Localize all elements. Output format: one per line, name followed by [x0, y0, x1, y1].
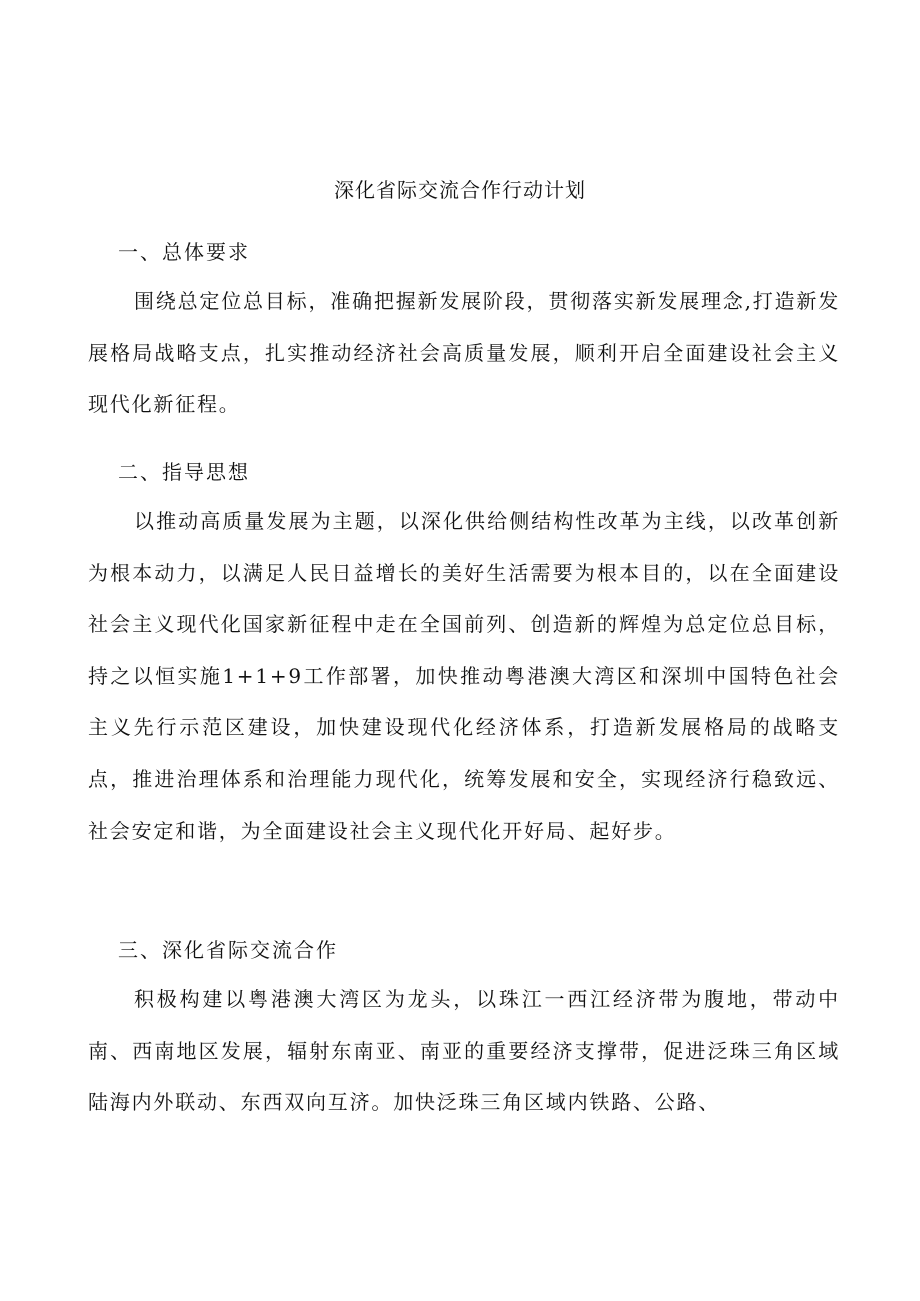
document-title: 深化省际交流合作行动计划: [334, 178, 586, 202]
section-paragraph-interprovincial-cooperation: 积极构建以粤港澳大湾区为龙头，以珠江一西江经济带为腹地，带动中南、西南地区发展，辐射东南亚、南亚的重要经济支撑带，促进泛珠三角区域陆海内外联动、东西双向互济。加快泛珠三角区域内铁路、公路、: [88, 987, 840, 1115]
section-paragraph-overall-requirements: 围绕总定位总目标，准确把握新发展阶段，贯彻落实新发展理念,打造新发展格局战略支点，扎实推动经济社会高质量发展，顺利开启全面建设社会主义现代化新征程。: [88, 289, 840, 417]
section-heading-guiding-ideology: 二、指导思想: [118, 460, 250, 484]
section-paragraph-guiding-ideology: 以推动高质量发展为主题，以深化供给侧结构性改革为主线，以改革创新为根本动力，以满足人民日益增长的美好生活需要为根本目的，以在全面建设社会主义现代化国家新征程中走在全国前列、创造新的辉煌为总定位总目标，持之以恒实施1+1+9工作部署，加快推动粤港澳大湾区和深圳中国特色社会主义先行示范区建设，加快建设现代化经济体系，打造新发展格局的战略支点，推进治理体系和治理能力现代化，统筹发展和安全，实现经济行稳致远、社会安定和谐，为全面建设社会主义现代化开好局、起好步。: [88, 509, 840, 843]
section-heading-interprovincial-cooperation: 三、深化省际交流合作: [118, 938, 338, 962]
section-heading-overall-requirements: 一、总体要求: [118, 240, 250, 264]
